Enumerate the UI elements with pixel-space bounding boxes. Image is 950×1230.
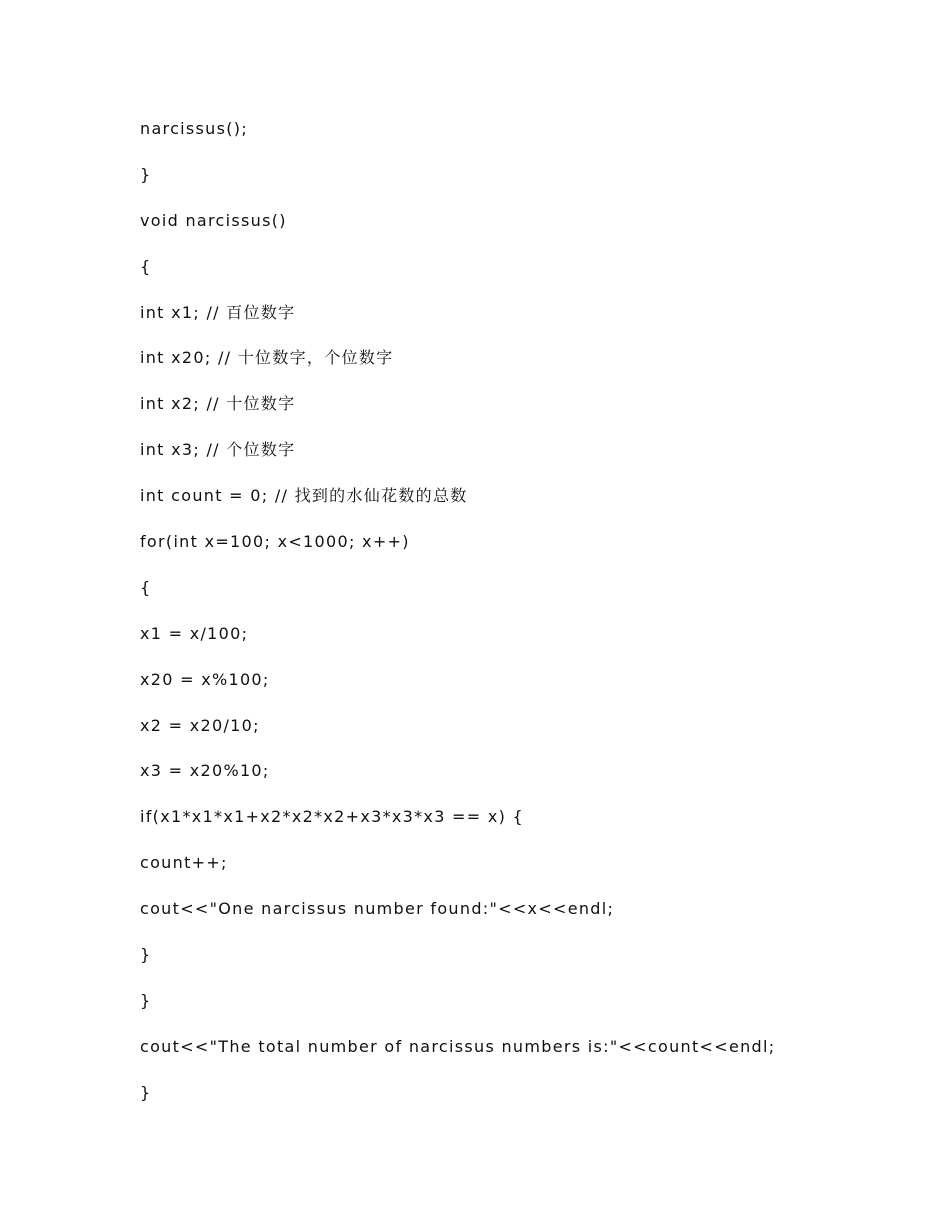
code-line: }: [140, 945, 152, 965]
code-line: int count = 0; // 找到的水仙花数的总数: [140, 486, 468, 506]
code-line: cout<<"The total number of narcissus numbers is:"<<count<<endl;: [140, 1036, 776, 1056]
code-line: {: [140, 577, 152, 597]
code-line: {: [140, 256, 152, 276]
code-line: for(int x=100; x<1000; x++): [140, 532, 410, 552]
code-line: count++;: [140, 853, 228, 873]
code-line: narcissus();: [140, 119, 249, 138]
code-line: }: [140, 1082, 152, 1102]
code-line: int x2; // 十位数字: [140, 394, 296, 414]
code-line: }: [140, 164, 152, 184]
code-line: cout<<"One narcissus number found:"<<x<<endl;: [140, 899, 615, 919]
code-line: x1 = x/100;: [140, 623, 249, 643]
code-line: x20 = x%100;: [140, 669, 270, 689]
code-line: int x1; // 百位数字: [140, 302, 296, 322]
code-line: x2 = x20/10;: [140, 715, 260, 735]
code-line: int x3; // 个位数字: [140, 440, 296, 460]
code-line: if(x1*x1*x1+x2*x2*x2+x3*x3*x3 == x) {: [140, 807, 525, 827]
code-line: void narcissus(): [140, 210, 287, 230]
code-line: }: [140, 990, 152, 1010]
code-listing: [140, 113, 775, 1123]
code-line: int x20; // 十位数字，个位数字: [140, 348, 394, 368]
code-line: x3 = x20%10;: [140, 761, 270, 781]
